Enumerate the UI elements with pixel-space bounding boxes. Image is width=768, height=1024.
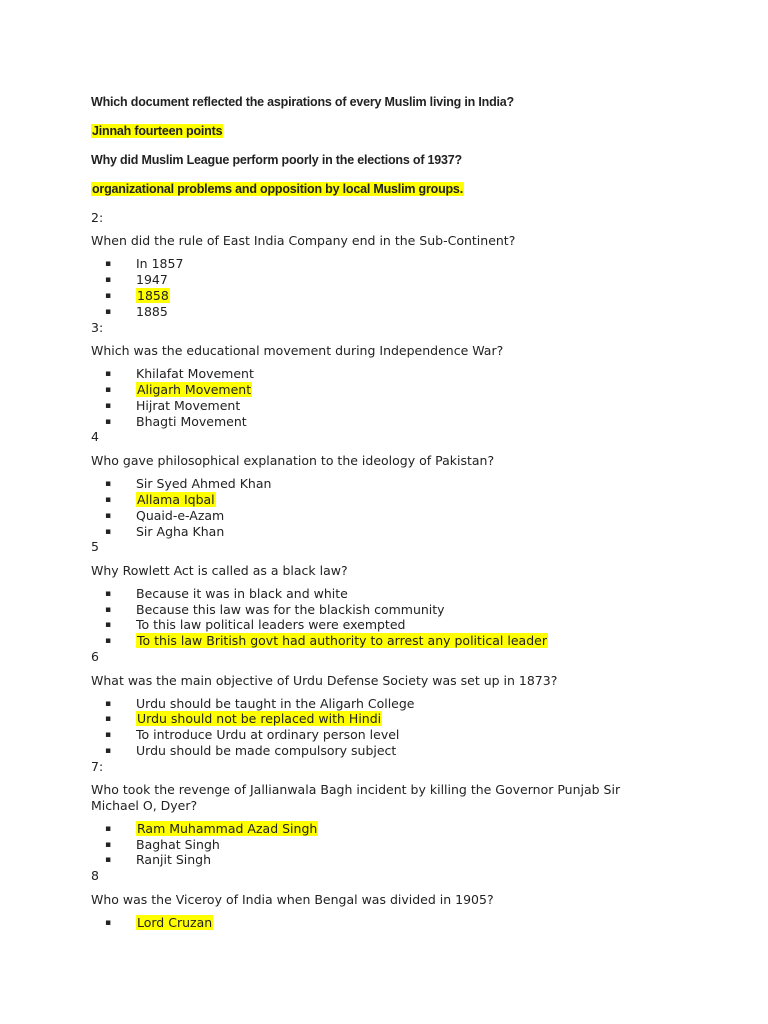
question-text: Who was the Viceroy of India when Bengal was divided in 1905? <box>91 892 494 907</box>
bullet-icon: ▪ <box>105 746 112 756</box>
question-number: 2: <box>91 210 104 225</box>
bullet-icon: ▪ <box>105 527 112 537</box>
question-number: 5 <box>91 539 99 554</box>
question-number: 8 <box>91 868 99 883</box>
question-number: 6 <box>91 649 99 664</box>
option-item: Urdu should be made compulsory subject <box>136 743 397 758</box>
option-item-correct: To this law British govt had authority to arrest any political leader <box>137 633 547 648</box>
option-item-correct: 1858 <box>137 288 169 303</box>
option-item: Because this law was for the blackish community <box>136 602 445 617</box>
option-item: Khilafat Movement <box>136 366 254 381</box>
question-text-continued: Michael O, Dyer? <box>91 798 198 813</box>
bullet-icon: ▪ <box>105 307 112 317</box>
intro-answer-2 <box>91 181 464 197</box>
bullet-icon: ▪ <box>105 620 112 630</box>
option-item-correct: Allama Iqbal <box>137 492 215 507</box>
bullet-icon: ▪ <box>105 589 112 599</box>
intro-answer-1 <box>91 123 223 139</box>
answer-highlight: Jinnah fourteen points <box>92 124 223 138</box>
question-text: Who took the revenge of Jallianwala Bagh incident by killing the Governor Punjab Sir <box>91 782 621 797</box>
question-text: When did the rule of East India Company end in the Sub-Continent? <box>91 233 516 248</box>
bullet-icon: ▪ <box>105 401 112 411</box>
question-number: 4 <box>91 429 99 444</box>
option-item: Urdu should be taught in the Aligarh College <box>136 696 415 711</box>
bullet-icon: ▪ <box>105 417 112 427</box>
bullet-icon: ▪ <box>105 918 112 928</box>
option-item: To introduce Urdu at ordinary person level <box>136 727 400 742</box>
answer-highlight: organizational problems and opposition by local Muslim groups. <box>92 182 463 196</box>
option-item: Hijrat Movement <box>136 398 241 413</box>
option-item: Baghat Singh <box>136 837 220 852</box>
bullet-icon: ▪ <box>105 495 112 505</box>
question-number: 3: <box>91 320 104 335</box>
option-item: Quaid-e-Azam <box>136 508 225 523</box>
option-item-correct: Lord Cruzan <box>137 915 213 930</box>
bullet-icon: ▪ <box>105 730 112 740</box>
bullet-icon: ▪ <box>105 714 112 724</box>
option-item: Sir Agha Khan <box>136 524 225 539</box>
option-item: 1885 <box>136 304 168 319</box>
option-item: In 1857 <box>136 256 184 271</box>
bullet-icon: ▪ <box>105 840 112 850</box>
option-item: Bhagti Movement <box>136 414 247 429</box>
bullet-icon: ▪ <box>105 511 112 521</box>
option-item-correct: Ram Muhammad Azad Singh <box>137 821 318 836</box>
intro-question-1: Which document reflected the aspirations of every Muslim living in India? <box>91 95 514 109</box>
question-text: What was the main objective of Urdu Defense Society was set up in 1873? <box>91 673 558 688</box>
bullet-icon: ▪ <box>105 699 112 709</box>
question-text: Why Rowlett Act is called as a black law? <box>91 563 348 578</box>
option-item: To this law political leaders were exempted <box>136 617 406 632</box>
bullet-icon: ▪ <box>105 291 112 301</box>
question-text: Who gave philosophical explanation to the ideology of Pakistan? <box>91 453 495 468</box>
option-item-correct: Aligarh Movement <box>137 382 252 397</box>
bullet-icon: ▪ <box>105 479 112 489</box>
bullet-icon: ▪ <box>105 855 112 865</box>
option-item: Sir Syed Ahmed Khan <box>136 476 272 491</box>
bullet-icon: ▪ <box>105 636 112 646</box>
bullet-icon: ▪ <box>105 259 112 269</box>
bullet-icon: ▪ <box>105 275 112 285</box>
intro-question-2: Why did Muslim League perform poorly in the elections of 1937? <box>91 153 462 167</box>
bullet-icon: ▪ <box>105 605 112 615</box>
question-text: Which was the educational movement during Independence War? <box>91 343 504 358</box>
bullet-icon: ▪ <box>105 369 112 379</box>
question-number: 7: <box>91 759 104 774</box>
option-item: Ranjit Singh <box>136 852 211 867</box>
bullet-icon: ▪ <box>105 824 112 834</box>
option-item-correct: Urdu should not be replaced with Hindi <box>137 711 382 726</box>
option-item: Because it was in black and white <box>136 586 348 601</box>
bullet-icon: ▪ <box>105 385 112 395</box>
option-item: 1947 <box>136 272 168 287</box>
